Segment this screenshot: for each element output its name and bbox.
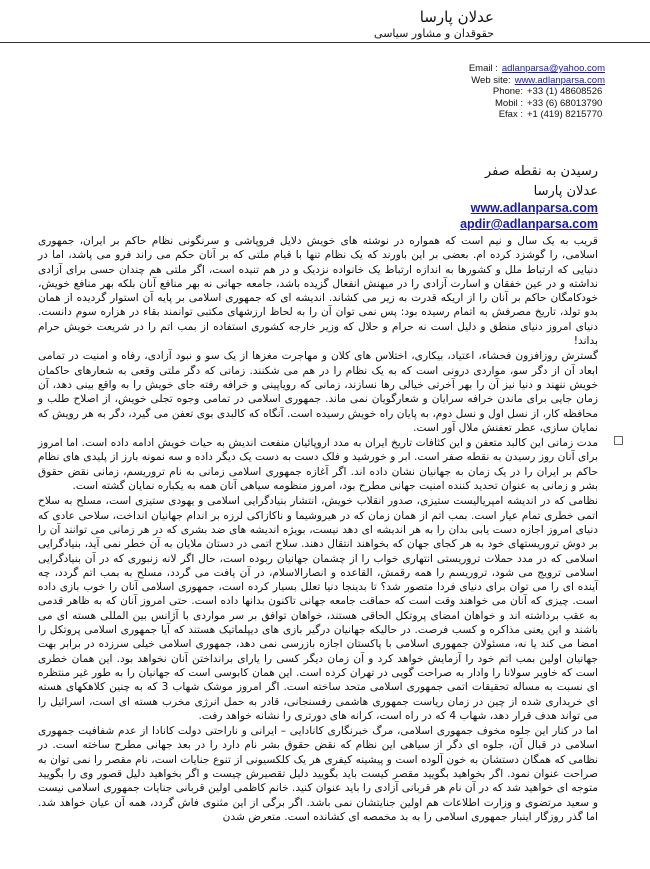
- margin-box-mark: [614, 436, 623, 445]
- email-link[interactable]: adlanparsa@yahoo.com: [501, 63, 605, 74]
- article-website-link[interactable]: www.adlanparsa.com: [470, 201, 598, 215]
- phone-label: Phone:: [492, 86, 523, 98]
- contact-email-row: [455, 63, 605, 75]
- paragraph: اما در کنار این جلوه مخوف جمهوری اسلامی، مرگ خبرنگاری کانادایی – ایرانی و ناراحتی دولت کانادا از عدم شفافیت جمهوری اسلامی در قبال آن، جلوه ای دگر از سیاهی این نظام که نقض حقوق بشر نام دارد را در بعد جهانی مطرح ساخته است. در نظامی که همگان دستشان به خون آلوده است و پیشینه کیفری هر یک کلکسیونی از تنوع جنایات است، نام مقصر را نمی توان به صراحت عنوان نمود. اگر بخواهید بگویید مقصر کیست باید بگویید دلیل تقصیرش چیست و اگر بخواهید دلیل قصور وی را بگویید متوجه ای خواهید شد که در آن نام هر قربانی آزادی را باید عنوان کنید. خانم کاظمی اولین قربانی جنایات جمهوری اسلامی نیست و سعید مرتضوی و وزارت اطلاعات هم اولین جنایتشان نمی باشد. اگر برگی از این مثنوی فاش گردد، همه آن عیان خواهد شد. اما گذر روزگار اینبار جمهوری اسلامی را به بد مخمصه ای کشانده است. متعرض شدن: [38, 725, 598, 823]
- mobil-value: +33 (6) 68013790: [527, 97, 603, 109]
- contact-efax-row: [455, 109, 605, 121]
- paragraph: قریب به یک سال و نیم است که همواره در نوشته های خویش دلایل فروپاشی و سرنگونی نظام حاکم بر ایران، جمهوری اسلامی، را گوشزد کرده ام. بعضی بر این باورند که یک نظام تنها با قیام ملتی که بر آنان حکم می راند فرو می پاشد، اما در دنیایی که ارتباط ملل و کشورها به اندازه ارتباط یک خانواده نزدیک و در هم تنیده است، اگر ملتی هم چندان حسی برای آزادی نداشته و در عین خفقان و اسارت آزادی را در میهنش انفعال گزیده باشد، جامعه جهانی نه بهر منافع آنان بلکه بهر منافع خویش، خودکامگان حاکم بر آنان را از اریکه قدرت به زیر می کشاند. اندیشه ای که جمهوری اسلامی بر پایه آن استوار گردیده از همان بدو تولد، تاریخ مصرفش به اتمام رسیده بود: پس نمی توان آن را به لحاظ ارزشهای مکتبی توانمند بقاء در هزاره سوم دانست. دنیای امروز دنیای منطق و دلیل است نه حرام و حلال که وزیر خارجه کشوری استفاده از بمب اتم را در شریعت خویش حرام بداند!: [38, 235, 598, 348]
- letterhead: [374, 8, 494, 41]
- letterhead-divider: [0, 42, 650, 43]
- contact-phone-row: [455, 86, 605, 98]
- email-label: Email :: [468, 63, 498, 74]
- contact-mobil-row: [455, 98, 605, 110]
- article-title: رسیدن به نقطه صفر: [484, 164, 598, 179]
- website-link[interactable]: www.adlanparsa.com: [514, 74, 605, 86]
- contact-block: [455, 63, 605, 121]
- author-profession: حقوقدان و مشاور سیاسی: [374, 27, 494, 40]
- article-header: [460, 164, 598, 232]
- paragraph: نظامی که در اندیشه امپریالیست ستیزی، صدور انقلاب خویش، انتشار بنیادگرایی اسلامی و یهودی ستیزی است، مسلح به سلاح اتمی خطری تمام عیار است. بمب اتم از همان زمان که در هیروشیما و ناکازاکی لرزه بر اندام جهانیان انداخت، سلاحی عادی که دنیای امروز اجازه دست یابی بدان را به هر اندیشه ای دهد نیست، بویژه اندیشه های ضد بشری که در هر زمانی می توانند آن را بر دوش تروریستهای خود به هر کجای جهان که بخواهند انتقال دهند. سلاح اتمی در دستان ملایان به آن خطر نمی آید، بنیادگرایی اسلامی که در مدد حملات تروریستی انتهاری خواب را از چشمان جهانیان ربوده است، حال اگر لانه زنبوری که در آن بنیادگرایی اسلامی ترویج می شود، تروریسم را همه رقمش، القاعده و انصارالاسلام، در آن یافت می گردد، مسلح به بمب اتم گردد، چه آینده ای را می توان برای دنیای فردا متصور شد؟ تا بدینجا دنیا تعلل بسیار کرده است، جمهوری اسلامی آنان را خوب بازی داده است. چیزی که آنان می خواهند وقت است که حماقت جامعه جهانی تاکنون بدانها داده است. حتی امروز آنان که به ظاهر قدمی به عقب برداشته اند و خواهان امضای پروتکل الحاقی هستند، خواهان توافق بر سر مواردی با آژانس بین المللی هسته ای می باشند و این یعنی مذاکره و کسب فرصت. در حالیکه جهانیان درگیر بازی های دیپلماتیک هستند که آیا جمهوری اسلامی پروتکل را امضا می کند یا نه، مسئولان جمهوری اسلامی با پاکستان اجازه بازرسی نمی دهد، جمهوری اسلامی خیلی سرزده در برابر بهت جهانیان اولین بمب اتم خود را آزمایش خواهد کرد و آن زمان دیگر کسی را یارای برانداختن آنان نخواهد بود. این همان خطری است که خاویر سولانا را وادار به صراحت گویی در تهران کرده است. این همان کابوسی است که جهانیان را به طور غیر منتظره ای نسبت به مساله تحقیقات اتمی جمهوری اسلامی متحد ساخته است. اگر امروز موشک شهاب 3 که به چنین کلاهکهای هسته ای خریداری شده از چین در زمان ریاست جمهوری هاشمی رفسنجانی، قادر به حمل انرژی مخرب هسته ای است، اسرائیل را می تواند هدف قرار دهد، شهاب 4 که در راه است، کرانه های دورتری را نشانه خواهد رفت.: [38, 495, 598, 722]
- efax-value: +1 (419) 8215770: [527, 109, 603, 121]
- phone-value: +33 (1) 48608526: [527, 86, 603, 98]
- mobil-label: Mobil :: [495, 97, 523, 109]
- article-email-link[interactable]: apdir@adlanparsa.com: [460, 217, 598, 231]
- paragraph: گسترش روزافزون فحشاء، اعتیاد، بیکاری، اختلاس های کلان و مهاجرت مغزها از یک سو و نبود آزادی، رفاه و امنیت در تمامی ابعاد آن از دگر سو، مواردی درونی است که به یک نظام را در هم می شکنند. زمانی که دگر ملتی وقعی به شعارهای حاکمان خویش ننهند و دنیا نیز آن را بهر آخرتی خیالی رها نسازند، زمانی که رویاپینی و خرافه رفته جای خویش را به واقع بینی دهد، آن زمان جایی برای ماندن خرافه سرایان و شعارگویان نمی ماند. جمهوری اسلامی در تمامی وجوه تجلی خویش، از اصلاح طلب و محافظه کار، از نسل اول و نسل دوم، به پایان راه خویش رسیده است. آنگاه که کالبدی بوی تعفن می گیرد، دگر به هر رویش که نمایان سازی، عطر تعفنش ملال آور است.: [38, 350, 598, 434]
- article-author: عدلان پارسا: [533, 184, 598, 199]
- contact-website-row: [455, 75, 605, 87]
- website-label: Web site:: [471, 74, 511, 86]
- efax-label: Efax :: [498, 109, 523, 121]
- author-name: عدلان پارسا: [419, 8, 494, 26]
- article-body: [38, 234, 598, 825]
- paragraph: مدت زمانی این کالبد متعفن و این کثافات تاریخ ایران به مدد اروپائیان منفعت اندیش به حیات خویش ادامه داده است. اما امروز برای آنان روز رسیدن به نقطه صفر است. ابر و خورشید و فلک دست به دست یک دیگر داده و سه نمونه بارز از پلیدی های نظام حاکم بر ایران را در یک زمان به جهانیان نشان داده اند. اگر آغازه جمهوری اسلامی زمانی به نام تروریسم، زمانی نقض حقوق بشر و زمانی به عنوان تحدید کننده امنیت جهانی مطرح بود، امروز منظومه سیاهی آنان همه به یکباره نمایان گشته است.: [38, 437, 598, 493]
